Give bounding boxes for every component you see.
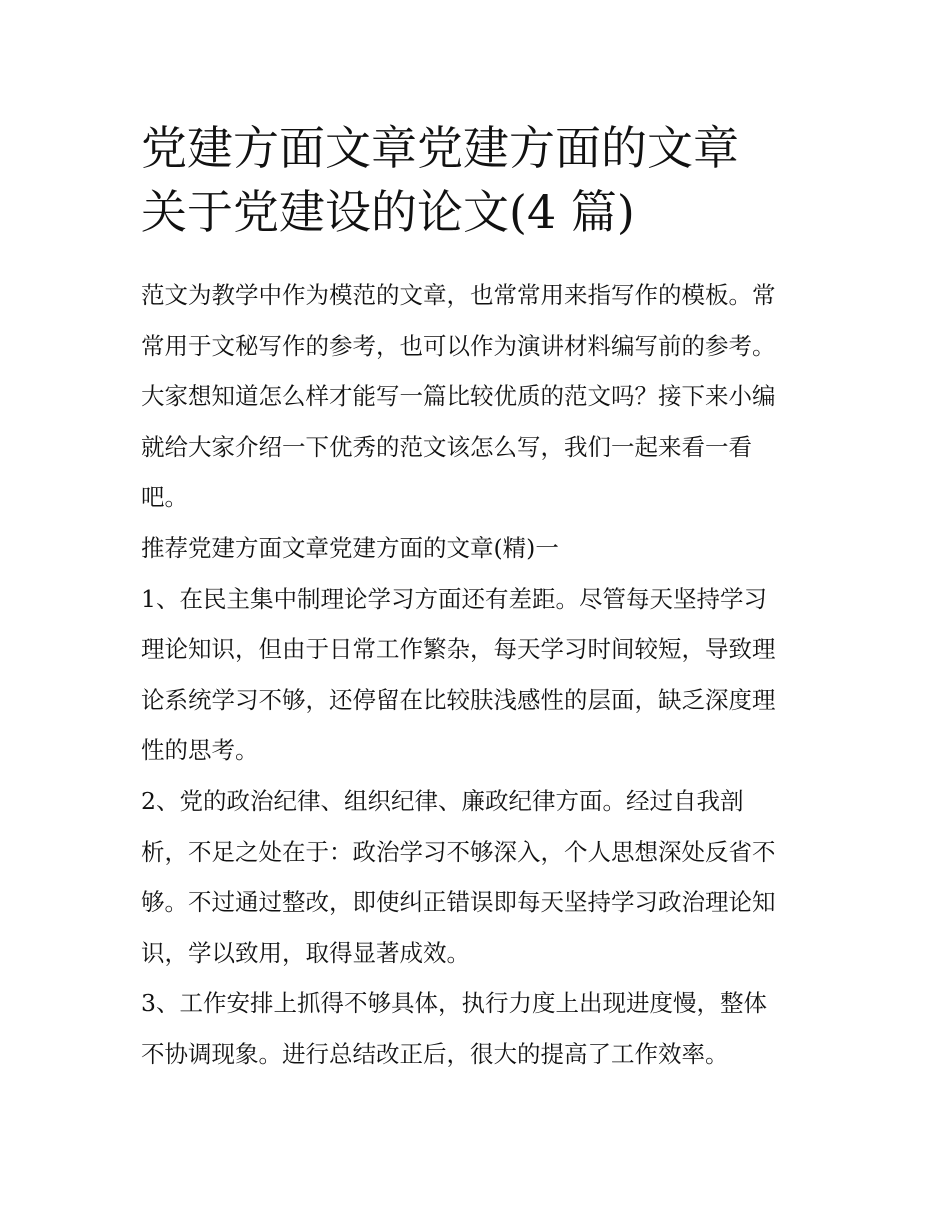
text-line: 推荐党建方面文章党建方面的文章(精)一 [141,533,559,562]
text-line: 就给大家介绍一下优秀的范文该怎么写，我们一起来看一看 [141,432,752,461]
text-line: 吧。 [141,483,188,512]
title-line: 关于党建设的论文(4 篇) [141,185,635,239]
document-title [141,116,813,244]
point-1-paragraph [141,574,813,776]
intro-paragraph [141,270,813,523]
text-line: 大家想知道怎么样才能写一篇比较优质的范文吗？接下来小编 [141,382,776,411]
text-line: 识，学以致用，取得显著成效。 [141,938,470,967]
text-line: 性的思考。 [141,736,259,765]
text-line: 不协调现象。进行总结改正后，很大的提高了工作效率。 [141,1039,729,1068]
text-line: 3、工作安排上抓得不够具体，执行力度上出现进度慢，整体 [141,989,767,1018]
text-line: 理论知识，但由于日常工作繁杂，每天学习时间较短，导致理 [141,635,776,664]
text-line: 1、在民主集中制理论学习方面还有差距。尽管每天坚持学习 [141,584,767,613]
text-line: 范文为教学中作为模范的文章，也常常用来指写作的模板。常 [141,281,776,309]
title-line: 党建方面文章党建方面的文章 [141,121,739,175]
text-line: 常用于文秘写作的参考，也可以作为演讲材料编写前的参考。 [141,331,776,360]
text-line: 析，不足之处在于：政治学习不够深入，个人思想深处反省不 [141,837,776,866]
text-line: 2、党的政治纪律、组织纪律、廉政纪律方面。经过自我剖 [141,786,744,815]
point-2-paragraph [141,776,813,978]
document-body [141,116,813,1080]
text-line: 论系统学习不够，还停留在比较肤浅感性的层面，缺乏深度理 [141,685,776,714]
section-heading [141,523,813,574]
point-3-paragraph [141,978,813,1079]
text-line: 够。不过通过整改，即使纠正错误即每天坚持学习政治理论知 [141,888,776,917]
